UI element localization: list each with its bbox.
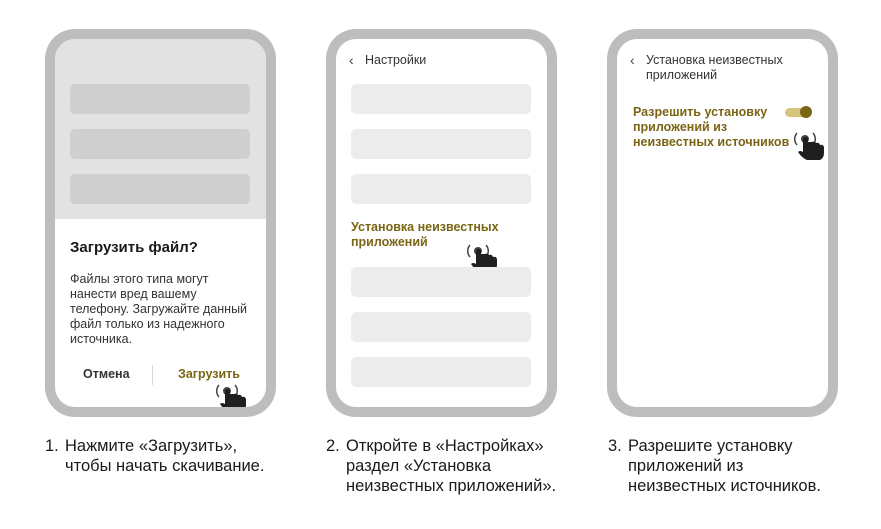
placeholder-bar bbox=[70, 129, 250, 159]
allow-install-toggle[interactable] bbox=[785, 106, 813, 118]
settings-item-placeholder bbox=[351, 129, 531, 159]
step-number: 1. bbox=[45, 437, 59, 455]
placeholder-bar bbox=[70, 174, 250, 204]
phone-screen bbox=[336, 39, 547, 407]
back-chevron-icon[interactable]: ‹ bbox=[630, 52, 635, 68]
phone-screen bbox=[55, 39, 266, 407]
toggle-knob bbox=[800, 106, 812, 118]
dialog-button-divider bbox=[152, 365, 153, 385]
phone-step-1 bbox=[45, 29, 276, 417]
allow-install-label: Разрешить установку приложений из неизвестных источников bbox=[633, 105, 790, 149]
dialog-title: Загрузить файл? bbox=[70, 239, 198, 256]
header-title: Установка неизвестных приложений bbox=[646, 53, 783, 82]
background-app-placeholder bbox=[55, 39, 266, 219]
cancel-button[interactable]: Отмена bbox=[83, 367, 130, 381]
step-text: Разрешите установку приложений из неизвестных источников. bbox=[628, 437, 821, 495]
phone-step-3 bbox=[607, 29, 838, 417]
dialog-message: Файлы этого типа могут нанести вред вашему телефону. Загружайте данный файл только из надежного источника. bbox=[70, 272, 248, 346]
phone-screen bbox=[617, 39, 828, 407]
step-text: Откройте в «Настройках» раздел «Установка неизвестных приложений». bbox=[346, 437, 557, 495]
settings-header bbox=[349, 53, 426, 68]
phone-step-2 bbox=[326, 29, 557, 417]
back-chevron-icon[interactable]: ‹ bbox=[349, 52, 354, 68]
step-text: Нажмите «Загрузить», чтобы начать скачивание. bbox=[65, 437, 265, 475]
tap-hand-icon bbox=[215, 377, 249, 407]
header-title: Настройки bbox=[365, 53, 427, 67]
unknown-apps-settings-item[interactable]: Установка неизвестных приложений bbox=[351, 220, 499, 249]
settings-item-placeholder bbox=[351, 174, 531, 204]
settings-item-placeholder bbox=[351, 357, 531, 387]
step-number: 2. bbox=[326, 437, 340, 455]
settings-item-placeholder bbox=[351, 267, 531, 297]
placeholder-bar bbox=[70, 84, 250, 114]
unknown-apps-header bbox=[630, 53, 806, 83]
settings-item-placeholder bbox=[351, 84, 531, 114]
step-number: 3. bbox=[608, 437, 622, 455]
download-button[interactable]: Загрузить bbox=[178, 367, 240, 381]
tap-hand-icon bbox=[793, 125, 827, 161]
settings-item-placeholder bbox=[351, 312, 531, 342]
